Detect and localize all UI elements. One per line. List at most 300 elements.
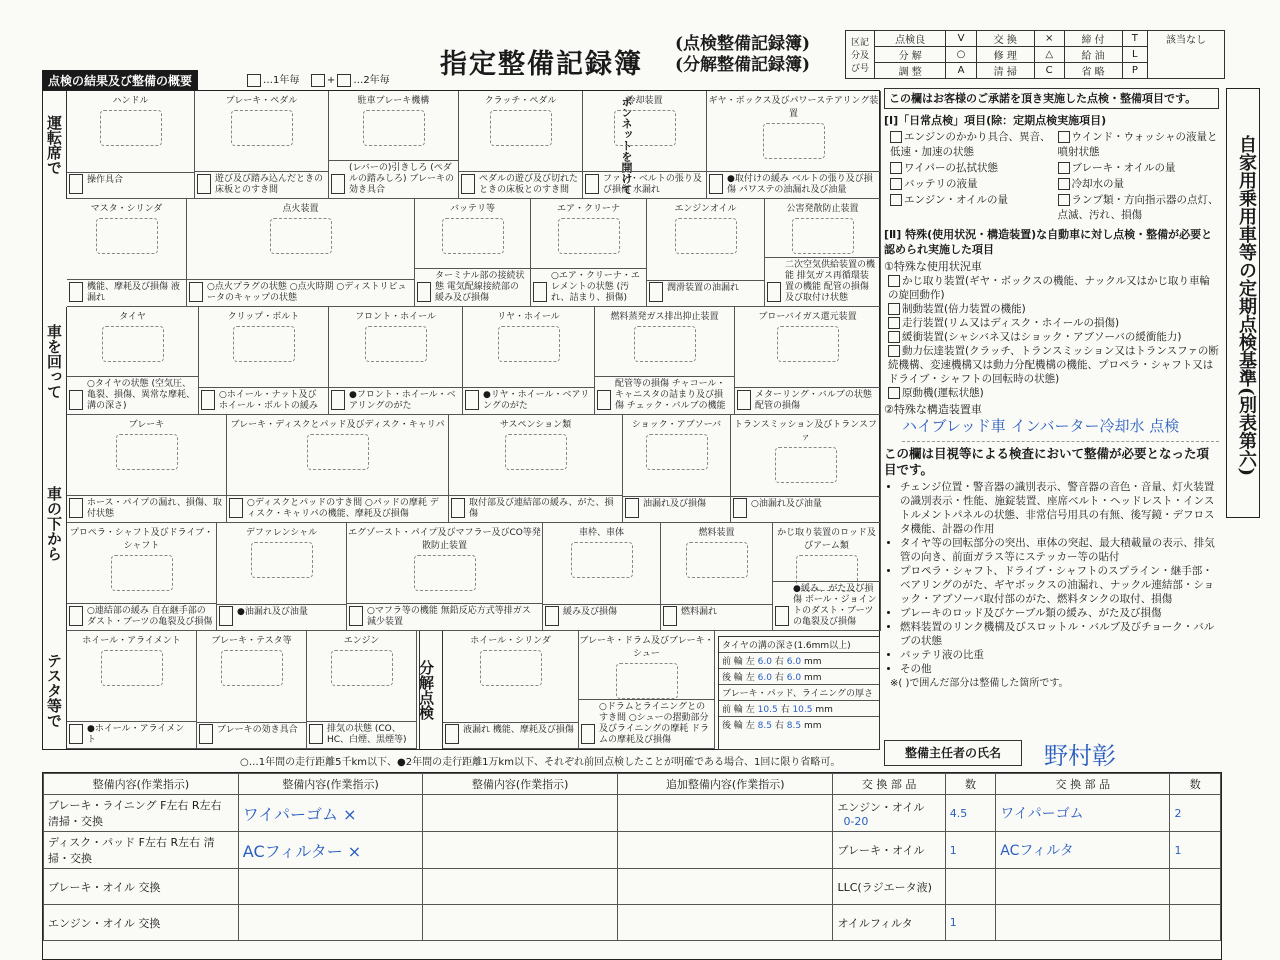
table-cell — [44, 869, 239, 905]
legend-cell: P — [1122, 63, 1147, 79]
legend-cell: 点検良 — [875, 31, 946, 47]
inspection-cell — [623, 415, 731, 523]
legend-cell: 分 解 — [875, 47, 946, 63]
table-row — [44, 832, 1221, 869]
inspection-item-name: ブレーキ・ディスクとパッド及びディスク・キャリパ — [230, 420, 445, 430]
inspection-item-name: ギヤ・ボックス及びパワーステアリング装置 — [708, 96, 879, 119]
visual-inspection-item: • ブレーキのロッド及びケーブル類の緩み、がた及び損傷 — [900, 606, 1219, 620]
table-cell — [618, 795, 833, 832]
table-cell — [618, 869, 833, 905]
inspection-item-desc: ●油漏れ及び油量 — [217, 604, 346, 630]
check-box[interactable] — [417, 282, 431, 302]
section-label-disassembly: 分解点検 — [419, 631, 443, 749]
illustration-icon — [763, 123, 825, 159]
check-box[interactable] — [445, 724, 459, 744]
table-cell — [44, 905, 239, 941]
special-use-item: 原動機(運転状態) — [888, 386, 1219, 400]
form-title: 指定整備記録簿 — [440, 49, 643, 80]
inspection-cell — [543, 523, 661, 631]
inspection-item-name: ブレーキ・ドラム及びブレーキ・シュー — [579, 636, 714, 659]
tread-depth-table: タイヤの溝の深さ(1.6mm以上) 前 輪 左 6.0 右 6.0 mm 後 輪 左 6.0 右 6.0 mm ブレーキ・パッド、ライニングの厚さ 前 輪 左 10.5 右 10.5 mm 後 輪 左 8.5 右 8.5 mm — [718, 636, 880, 750]
inspection-cell — [531, 199, 647, 307]
check-box[interactable] — [890, 162, 902, 174]
inspection-item-name: 燃料装置 — [698, 528, 735, 538]
work-record-table — [42, 772, 1222, 960]
legend-cell: C — [1034, 63, 1064, 79]
legend-cell: 省 略 — [1064, 63, 1122, 79]
inspection-cell — [731, 415, 881, 523]
legend-cell: L — [1122, 47, 1147, 63]
check-box[interactable] — [349, 606, 363, 626]
special-use-item: かじ取り装置(ギヤ・ボックスの機能、ナックル又はかじ取り車輪の旋回動作) — [888, 275, 1210, 301]
inspection-item-desc: ●取付けの緩み ベルトの張り及び損傷 パワステの油漏れ及び油量 — [707, 171, 880, 198]
inspection-cell — [583, 91, 707, 199]
table-cell-text: エンジン・オイル — [837, 800, 925, 814]
table-row — [44, 905, 1221, 941]
check-box[interactable] — [663, 606, 677, 626]
table-cell — [833, 795, 945, 832]
special-use-item: 動力伝達装置(クラッチ、トランスミッション又はトランスファの断続機構、変速機構又は動力分配機構の機能、プロペラ・シャフト又はドライブ・シャフトの回転時の状態) — [888, 345, 1219, 385]
check-box[interactable] — [890, 178, 902, 190]
inspection-cell — [199, 307, 329, 415]
inspection-item-name: トランスミッション及びトランスファ — [733, 420, 878, 443]
check-box[interactable] — [451, 498, 465, 518]
legend-cell: A — [946, 63, 976, 79]
table-row — [44, 795, 1221, 832]
inspection-cell — [459, 91, 583, 199]
table-cell-text: LLC(ラジエータ液) — [837, 880, 932, 894]
illustration-icon — [116, 434, 178, 470]
illustration-icon — [505, 434, 567, 470]
daily-check-item: ウインド・ウォッシャの液量と噴射状態 — [1057, 131, 1218, 158]
inspection-item-desc: メターリング・バルブの状態 配管の損傷 — [735, 387, 880, 414]
daily-check-item: バッテリの液量 — [890, 177, 1052, 192]
check-box[interactable] — [331, 174, 345, 194]
illustration-icon — [221, 650, 283, 686]
inspection-item-desc: ●緩み、がた及び損傷 ボール・ジョイントのダスト・ブーツの亀裂及び損傷 — [773, 581, 880, 630]
illustration-icon — [231, 110, 293, 146]
check-box[interactable] — [888, 387, 900, 399]
inspection-cell — [329, 307, 463, 415]
check-box[interactable] — [465, 390, 479, 410]
table-cell — [423, 795, 618, 832]
table-cell-text: ACフィルター × — [242, 841, 362, 861]
inspection-item-desc: 配管等の損傷 チャコール・キャニスタの詰まり及び損傷 チェック・バルブの機能 — [595, 376, 734, 414]
inspection-cell — [773, 523, 881, 631]
section-label-bonnet: ボンネットを開けて — [620, 95, 633, 195]
check-box[interactable] — [1058, 194, 1070, 206]
inspection-item-name: デファレンシャル — [245, 528, 318, 538]
inspection-item-name: 車枠、車体 — [578, 528, 624, 538]
inspection-item-name: ホイール・シリンダ — [470, 636, 551, 646]
check-box[interactable] — [888, 303, 900, 315]
inspection-item-name: ハンドル — [112, 96, 149, 106]
inspection-cell — [67, 91, 195, 199]
inspection-cell — [463, 307, 595, 415]
illustration-icon — [365, 326, 427, 362]
inspection-cell — [67, 415, 227, 523]
section-label: テスタ等で — [43, 631, 67, 749]
vertical-title: 自家用乗用車等の定期点検基準(別表第六) — [1226, 88, 1260, 518]
inspection-cell — [415, 199, 531, 307]
legend-cell: 該当なし — [1148, 31, 1225, 79]
check-box[interactable] — [533, 282, 547, 302]
section-label: 車を回って — [43, 307, 67, 415]
illustration-icon — [270, 218, 332, 254]
illustration-icon — [775, 447, 837, 483]
inspection-item-desc: ○エア・クリーナ・エレメントの状態 (汚れ、詰まり、損傷) — [531, 268, 646, 306]
illustration-icon — [102, 326, 164, 362]
inspection-cell — [227, 415, 449, 523]
table-cell — [1170, 869, 1221, 905]
inspection-item-desc: (レバーの)引きしろ (ペダルの踏みしろ) ブレーキの効き具合 — [329, 160, 458, 198]
inspection-cell — [661, 523, 773, 631]
inspection-item-desc: 二次空気供給装置の機能 排気ガス再循環装置の機能 配管の損傷及び取付け状態 — [765, 257, 880, 306]
illustration-icon — [101, 650, 163, 686]
check-box[interactable] — [201, 390, 215, 410]
inspection-item-desc: ターミナル部の接続状態 電気配線接続部の緩み及び損傷 — [415, 268, 530, 306]
legend-cell: △ — [1034, 47, 1064, 63]
inspection-item-desc: ファン・ベルトの張り及び損傷 水漏れ — [583, 171, 706, 198]
inspection-item-name: ショック・アブソーバ — [631, 420, 722, 430]
inspection-item-desc: 排気の状態 (CO、HC、白煙、黒煙等) — [307, 721, 416, 748]
check-box[interactable] — [597, 390, 611, 410]
table-cell — [996, 869, 1170, 905]
legend-cell: ○ — [946, 47, 976, 63]
inspection-cell — [449, 415, 623, 523]
inspection-item-desc: 液漏れ 機能、摩耗及び損傷 — [443, 722, 578, 748]
table-header: 整備内容(作業指示) — [238, 774, 422, 795]
section-label: 車の下から — [43, 415, 67, 631]
visual-inspection-item: • プロペラ・シャフト、ドライブ・シャフトのスプライン・継手部・ベアリングのがた、ギヤボックスの油漏れ、ナックル連結部・ショック・アブソーバ取付部のがた、燃料タンクの取付、損傷 — [900, 564, 1219, 606]
check-box[interactable] — [888, 317, 900, 329]
inspection-item-name: フロント・ホイール — [355, 312, 436, 322]
illustration-icon — [96, 218, 158, 254]
table-cell-text: ブレーキ・オイル 交換 — [48, 880, 161, 894]
check-box[interactable] — [69, 724, 83, 744]
illustration-icon — [675, 218, 737, 254]
legend-cell: 清 掃 — [976, 63, 1034, 79]
inspection-cell — [217, 523, 347, 631]
illustration-icon — [634, 326, 696, 362]
legend-cell: V — [946, 31, 976, 47]
check-box[interactable] — [197, 174, 211, 194]
table-cell — [833, 869, 945, 905]
inspection-item-desc: ○ディスクとパッドのすき間 ○パッドの摩耗 ディスク・キャリパの機能、摩耗及び損傷 — [227, 495, 448, 522]
check-box[interactable] — [709, 174, 723, 194]
table-header: 追加整備内容(作業指示) — [618, 774, 833, 795]
inspection-cell — [67, 523, 217, 631]
table-cell-text: ディスク・パッド F左右 R左右 清掃・交換 — [48, 836, 215, 865]
manager-row: 整備主任者の氏名 野村彰 — [884, 740, 1219, 768]
table-header: 数 — [1170, 774, 1221, 795]
inspection-item-desc: 油漏れ及び損傷 — [623, 496, 730, 522]
table-cell-text: 1 — [1174, 843, 1182, 857]
legend-cell: 給 油 — [1064, 47, 1122, 63]
inspection-item-name: クラッチ・ペダル — [484, 96, 557, 106]
inspection-item-name: ブローバイガス還元装置 — [758, 312, 857, 322]
table-cell — [44, 832, 239, 869]
illustration-icon — [616, 663, 678, 699]
check-box[interactable] — [219, 606, 233, 626]
inspection-item-name: エア・クリーナ — [556, 204, 620, 214]
legend-cell: T — [1122, 31, 1147, 47]
inspection-item-desc: ○点火プラグの状態 ○点火時期 ○ディストリビュータのキャップの状態 — [187, 279, 414, 306]
special-use-item: 走行装置(リム又はディスク・ホイールの損傷) — [888, 316, 1219, 330]
inspection-item-name: ブレーキ・テスタ等 — [211, 636, 292, 646]
check-box[interactable] — [767, 282, 781, 302]
table-cell-text: エンジン・オイル 交換 — [48, 916, 161, 930]
inspection-cell — [707, 91, 881, 199]
check-box[interactable] — [737, 390, 751, 410]
legend-cell: 修 理 — [976, 47, 1034, 63]
inspection-item-name: 燃料蒸発ガス排出抑止装置 — [610, 312, 719, 322]
inspection-item-name: ホイール・アライメント — [82, 636, 181, 646]
table-cell-text: 1 — [949, 843, 957, 857]
inspection-item-desc: ブレーキの効き具合 — [197, 722, 306, 748]
table-cell — [423, 905, 618, 941]
table-cell — [238, 795, 422, 832]
table-cell — [1170, 795, 1221, 832]
illustration-icon — [480, 650, 542, 686]
legend-cell: 調 整 — [875, 63, 946, 79]
check-box[interactable] — [309, 724, 323, 744]
illustration-icon — [251, 542, 313, 578]
table-cell — [618, 905, 833, 941]
inspection-cell — [443, 631, 579, 749]
check-box[interactable] — [229, 498, 243, 518]
frequency-legend: …1年毎 + …2年毎 — [245, 71, 390, 87]
footnote: ○…1年間の走行距離5千km以下、●2年間の走行距離1万km以下、それぞれ前回点検したことが明確である場合、1回に限り省略可。 — [240, 757, 841, 768]
table-cell-text: 1 — [949, 916, 957, 929]
illustration-icon — [233, 326, 295, 362]
inspection-item-name: バッテリ等 — [449, 204, 495, 214]
check-box[interactable] — [775, 606, 789, 626]
visual-inspection-item: • タイヤ等の回転部分の突出、車体の突起、最大積載量の表示、排気管の向き、前面ガラス等にステッカー等の貼付 — [900, 536, 1219, 564]
illustration-icon — [792, 218, 854, 254]
table-cell — [423, 869, 618, 905]
table-cell — [238, 905, 422, 941]
manager-signature: 野村彰 — [1044, 742, 1116, 770]
table-cell — [996, 905, 1170, 941]
table-cell — [996, 795, 1170, 832]
table-header: 整備内容(作業指示) — [423, 774, 618, 795]
check-box[interactable] — [545, 606, 559, 626]
daily-check-item: エンジン・オイルの量 — [890, 193, 1052, 223]
inspection-item-desc: ○ホイール・ナット及びホイール・ボルトの緩み — [199, 387, 328, 414]
check-box[interactable] — [69, 390, 83, 410]
illustration-icon — [111, 555, 173, 591]
visual-inspection-item: • バッテリ液の比重 — [900, 648, 1219, 662]
summary-label: 点検の結果及び整備の概要 — [42, 70, 198, 91]
table-cell — [945, 869, 996, 905]
customer-approved-panel: この欄はお客様のご承諾を頂き実施した点検・整備項目です。 [Ⅰ]「日常点検」項目(除：定期点検実施項目) エンジンのかかり具合、異音、低速・加速の状態 ウインド・ウォッシャの液量と噴射状態 ワイパーの払拭状態 ブレーキ・オイルの量 バッテリの液量 冷却水の量 エンジン・オイルの量 ランプ類・方向指示器の点灯、点滅、汚れ、損傷 [Ⅱ] 特殊(使用状況・構造装置)な自動車に対し点検・整備が必要と認められ実施した項目 ①特殊な使用状況車 かじ取り装置(ギヤ・ボックスの機能、ナックル又はかじ取り車輪の旋回動作) 制動装置(倍力装置の機能) 走行装置(リム又はディスク・ホイールの損傷) 緩衝装置(シャシバネ又はショック・アブソーバの緩衝能力) 動力伝達装置(クラッチ、トランスミッション又はトランスファの断続機構、変速機構又は動力分配機構の機能、プロペラ・シャフト又はドライブ・シャフトの回転時の状態) 原動機(運転状態) ②特殊な構造装置車 ハイブレッド車 インバーター冷却水 点検 この欄は目視等による検査において整備が必要となった項目です。 • チェンジ位置・警音器の識別表示、警音器の音色・音量、灯火装置の識別表示・性能、施錠装置、座席ベルト・ヘッドレスト・インストルメントパネルの状態、非常信号用具の有無、後写鏡・デフロスタ機能、計器の作用 • タイヤ等の回転部分の突出、車体の突起、最大積載量の表示、排気管の向き、前面ガラス等にステッカー等の貼付 • プロペラ・シャフト、ドライブ・シャフトのスプライン・継手部・ベアリングのがた、ギヤボックスの油漏れ、ナックル連結部・ショック・アブソーバ取付部のがた、燃料タンクの取付、損傷 • ブレーキのロッド及びケーブル類の緩み、がた及び損傷 • 燃料装置のリンク機構及びスロットル・バルブ及びチョーク・バルブの状態 • バッテリ液の比重 • その他 ※( )で囲んだ部分は整備した箇所です。 — [884, 88, 1219, 763]
check-box[interactable] — [461, 174, 475, 194]
inspection-item-desc: 緩み及び損傷 — [543, 604, 660, 630]
inspection-cell — [579, 631, 715, 749]
check-box[interactable] — [1058, 131, 1070, 143]
visual-inspection-item: • チェンジ位置・警音器の識別表示、警音器の音色・音量、灯火装置の識別表示・性能、施錠装置、座席ベルト・ヘッドレスト・インストルメントパネルの状態、非常信号用具の有無、後写鏡・デフロスタ機能、計器の作用 — [900, 480, 1219, 536]
table-cell — [1170, 832, 1221, 869]
legend-side-label: 区記 分及 び号 — [846, 31, 875, 79]
inspection-item-desc: ホース・パイプの漏れ、損傷、取付状態 — [67, 495, 226, 522]
inspection-item-desc: 取付部及び連結部の緩み、がた、損傷 — [449, 495, 622, 522]
table-cell — [618, 832, 833, 869]
inspection-item-name: プロペラ・シャフト及びドライブ・シャフト — [69, 528, 214, 551]
table-cell-text: ACフィルタ — [1000, 843, 1074, 859]
check-box[interactable] — [1058, 162, 1070, 174]
inspection-cell — [67, 631, 197, 749]
check-box[interactable] — [888, 275, 900, 287]
inspection-cell — [67, 199, 187, 307]
inspection-item-desc: ●ホイール・アライメント — [67, 721, 196, 748]
illustration-icon — [498, 326, 560, 362]
inspection-item-name: 点火装置 — [282, 204, 319, 214]
table-header: 整備内容(作業指示) — [44, 774, 239, 795]
table-cell — [1170, 905, 1221, 941]
inspection-item-desc: 潤滑装置の油漏れ — [647, 280, 764, 306]
illustration-icon — [307, 434, 369, 470]
inspection-cell — [187, 199, 415, 307]
inspection-item-name: エグゾースト・パイプ及びマフラー及びCO等発散防止装置 — [348, 528, 541, 551]
daily-check-item: エンジンのかかり具合、異音、低速・加速の状態 — [890, 131, 1051, 158]
visual-inspection-item: • その他 — [900, 662, 1219, 676]
inspection-item-desc: 燃料漏れ — [661, 604, 772, 630]
table-cell-handwritten: 0-20 — [843, 814, 869, 828]
check-box[interactable] — [199, 724, 213, 744]
table-cell — [238, 832, 422, 869]
check-box[interactable] — [733, 498, 747, 518]
check-box[interactable] — [625, 498, 639, 518]
inspection-item-name: 冷却装置 — [626, 96, 663, 106]
inspection-item-desc: ●フロント・ホイール・ベアリングのがた — [329, 387, 462, 414]
table-cell — [833, 832, 945, 869]
check-box[interactable] — [1058, 178, 1070, 190]
check-box[interactable] — [69, 174, 83, 194]
inspection-item-desc: ○ドラムとライニングとのすき間 ○シューの摺動部分及びライニングの摩耗 ドラムの摩耗及び損傷 — [579, 699, 714, 748]
daily-check-item: 冷却水の量 — [1058, 177, 1220, 192]
daily-check-item: ワイパーの払拭状態 — [890, 161, 1052, 176]
legend-cell: × — [1034, 31, 1064, 47]
legend-cell: 締 付 — [1064, 31, 1122, 47]
illustration-icon — [571, 542, 633, 578]
table-cell-text: ワイパーゴム × — [242, 804, 357, 824]
inspection-item-desc: ○連結部の緩み 自在継手部のダスト・ブーツの亀裂及び損傷 — [67, 603, 216, 630]
inspection-item-name: ブレーキ・ペダル — [225, 96, 298, 106]
table-cell — [945, 795, 996, 832]
inspection-cell — [595, 307, 735, 415]
daily-check-item: ランプ類・方向指示器の点灯、点滅、汚れ、損傷 — [1057, 194, 1219, 221]
table-cell-text: ブレーキ・ライニング F左右 R左右 清掃・交換 — [48, 799, 222, 828]
table-header: 交 換 部 品 — [833, 774, 945, 795]
inspection-item-name: リヤ・ホイール — [497, 312, 560, 322]
table-row — [44, 869, 1221, 905]
table-cell — [945, 832, 996, 869]
illustration-icon — [363, 110, 425, 146]
illustration-icon — [614, 110, 676, 146]
inspection-item-desc: ●リヤ・ホイール・ベアリングのがた — [463, 387, 594, 414]
inspection-item-desc: ○マフラ等の機能 無鉛反応方式等排ガス減少装置 — [347, 603, 542, 630]
illustration-icon — [777, 326, 839, 362]
inspection-item-desc: ○油漏れ及び油量 — [731, 496, 880, 522]
check-box[interactable] — [649, 282, 663, 302]
table-cell — [238, 869, 422, 905]
check-box[interactable] — [69, 282, 83, 302]
inspection-cell — [197, 631, 307, 749]
illustration-icon — [331, 650, 393, 686]
illustration-icon — [414, 555, 476, 591]
check-box[interactable] — [890, 131, 902, 143]
check-box[interactable] — [888, 331, 900, 343]
special-use-item: 緩衝装置(シャシバネ又はショック・アブソーバの緩衝能力) — [888, 330, 1219, 344]
legend-cell: 交 換 — [976, 31, 1034, 47]
inspection-item-name: かじ取り装置のロッド及びアーム類 — [777, 528, 876, 551]
inspection-cell — [735, 307, 881, 415]
inspection-cell — [329, 91, 459, 199]
inspection-item-desc: 操作具合 — [67, 172, 194, 198]
inspection-item-desc: ペダルの遊び及び切れたときの床板とのすき間 — [459, 171, 582, 198]
inspection-item-name: ブレーキ — [128, 420, 165, 430]
inspection-cell — [347, 523, 543, 631]
check-box[interactable] — [189, 282, 203, 302]
table-cell — [833, 905, 945, 941]
inspection-item-name: クリップ・ボルト — [227, 312, 300, 322]
special-use-item: 制動装置(倍力装置の機能) — [888, 302, 1219, 316]
table-cell-text: 4.5 — [949, 806, 968, 820]
form-subtitle: (点検整備記録簿) (分解整備記録簿) — [675, 34, 811, 75]
table-cell-text: ブレーキ・オイル — [837, 844, 925, 857]
table-header: 交 換 部 品 — [996, 774, 1170, 795]
inspection-item-desc: ○タイヤの状態 (空気圧、亀裂、損傷、異常な摩耗、溝の深さ) — [67, 376, 198, 414]
inspection-cell — [195, 91, 329, 199]
inspection-cell — [765, 199, 881, 307]
section-label: 運転席で — [43, 91, 67, 199]
table-header: 数 — [945, 774, 996, 795]
check-box[interactable] — [69, 606, 83, 626]
inspection-item-name: タイヤ — [119, 312, 146, 322]
inspection-item-name: エンジン — [343, 636, 380, 646]
table-cell — [945, 905, 996, 941]
inspection-cell — [307, 631, 417, 749]
inspection-item-name: 駐車ブレーキ機構 — [357, 96, 430, 106]
daily-check-item: ブレーキ・オイルの量 — [1058, 161, 1220, 176]
table-cell — [996, 832, 1170, 869]
check-box[interactable] — [585, 174, 599, 194]
legend-table — [845, 30, 1225, 78]
inspection-item-name: エンジンオイル — [674, 204, 737, 214]
check-box[interactable] — [331, 390, 345, 410]
illustration-icon — [100, 110, 162, 146]
check-box[interactable] — [888, 345, 900, 357]
special-structure-note: ハイブレッド車 インバーター冷却水 点検 — [902, 419, 1219, 442]
illustration-icon — [686, 542, 748, 578]
illustration-icon — [442, 218, 504, 254]
table-cell-text: オイルフィルタ — [837, 916, 913, 930]
check-box[interactable] — [69, 498, 83, 518]
table-cell-text: ワイパーゴム — [1000, 806, 1084, 822]
table-cell — [423, 832, 618, 869]
check-box[interactable] — [581, 724, 595, 744]
check-box[interactable] — [890, 194, 902, 206]
illustration-icon — [646, 434, 708, 470]
illustration-icon — [490, 110, 552, 146]
inspection-cell — [647, 199, 765, 307]
inspection-item-desc: 遊び及び踏み込んだときの床板とのすき間 — [195, 171, 328, 198]
inspection-item-name: 公害発散防止装置 — [786, 204, 859, 214]
table-cell — [44, 795, 239, 832]
inspection-cell — [67, 307, 199, 415]
inspection-item-name: マスタ・シリンダ — [90, 204, 163, 214]
